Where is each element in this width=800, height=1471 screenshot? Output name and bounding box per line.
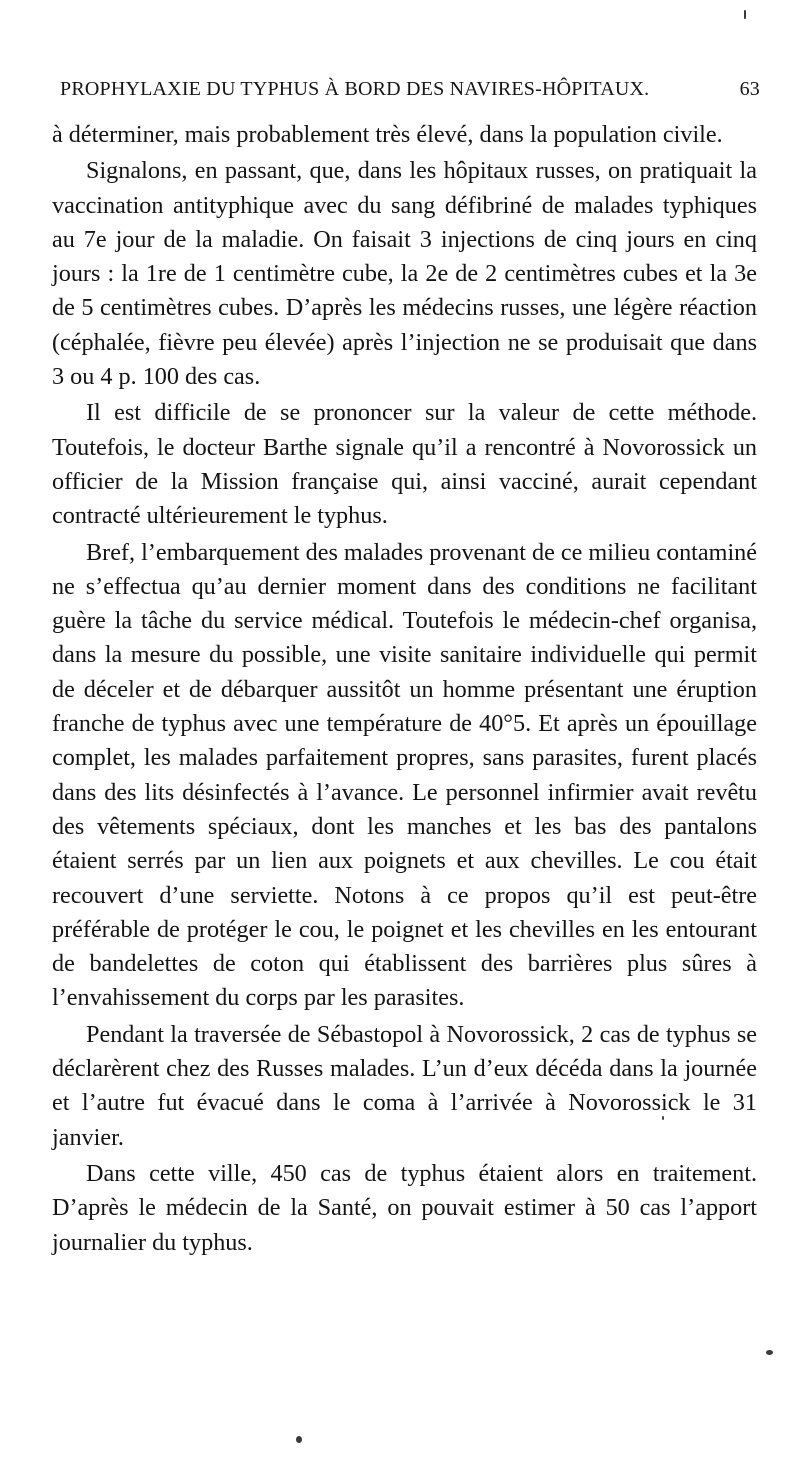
body-text (52, 118, 757, 1262)
paragraph-vaccination: Signalons, en passant, que, dans les hôpitaux russes, on pratiquait la vaccination antityphique avec du sang défibriné de malades typhiques au 7e jour de la maladie. On faisait 3 injections de cinq jours en cinq jours : la 1re de 1 centimètre cube, la 2e de 2 centimètres cubes et la 3e de 5 centimètres cubes. D’après les médecins russes, une légère réaction (céphalée, fièvre peu élevée) après l’injection ne se produisait que dans 3 ou 4 p. 100 des cas. (52, 157, 757, 391)
scan-speck (744, 10, 746, 19)
paragraph-embarkation: Bref, l’embarquement des malades provenant de ce milieu contaminé ne s’effectua qu’au dernier moment dans des conditions ne facilitant guère la tâche du service médical. Toutefois le médecin-chef organisa, dans la mesure du possible, une visite sanitaire individuelle qui permit de déceler et de débarquer aussitôt un homme présentant une éruption franche de typhus avec une température de 40°5. Et après un épouillage complet, les malades parfaitement propres, sans parasites, furent placés dans des lits désinfectés à l’avance. Le personnel infirmier avait revêtu des vêtements spéciaux, dont les manches et les bas des pantalons étaient serrés par un lien aux poignets et aux chevilles. Le cou était recouvert d’une serviette. Notons à ce propos qu’il est peut-être préférable de protéger le cou, le poignet et les chevilles en les entourant de bandelettes de coton qui établissent des barrières plus sûres à l’envahissement du corps par les parasites. (52, 538, 757, 1012)
paragraph-method-evaluation: Il est difficile de se prononcer sur la valeur de cette méthode. Toutefois, le docteur Barthe signale qu’il a rencontré à Novorossick un officier de la Mission française qui, ainsi vacciné, aurait cependant contracté ultérieurement le typhus. (52, 399, 757, 530)
paragraph-crossing: Pendant la traversée de Sébastopol à Novorossick, 2 cas de typhus se déclarèrent chez des Russes malades. L’un d’eux décéda dans la journée et l’autre fut évacué dans le coma à l’arrivée à Novorossick le 31 janvier. (52, 1020, 757, 1151)
scan-speck (662, 1116, 664, 1120)
page-number: 63 (739, 78, 760, 100)
paragraph-continued: à déterminer, mais probablement très élevé, dans la population civile. (52, 121, 723, 148)
running-head-title: PROPHYLAXIE DU TYPHUS À BORD DES NAVIRES-HÔPITAUX. (60, 78, 650, 100)
scan-speck (296, 1436, 302, 1443)
scan-speck (766, 1350, 773, 1355)
paragraph-novorossick: Dans cette ville, 450 cas de typhus étaient alors en traitement. D’après le médecin de la Santé, on pouvait estimer à 50 cas l’apport journalier du typhus. (52, 1159, 757, 1256)
running-head (60, 78, 760, 108)
